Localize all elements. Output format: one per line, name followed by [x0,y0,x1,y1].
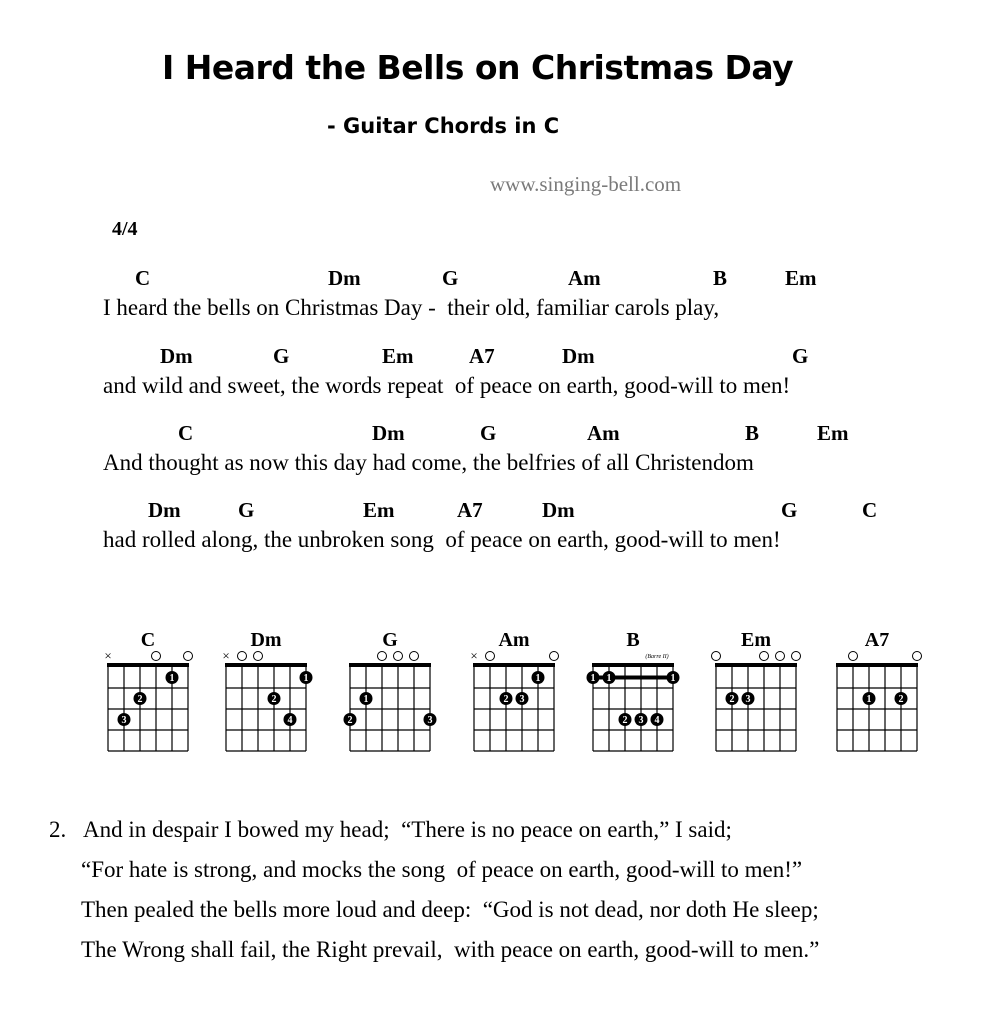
chord-diagram-name: Am [498,629,530,651]
page-subtitle: - Guitar Chords in C [327,114,560,138]
finger-number: 2 [271,694,277,705]
finger-number: 1 [303,673,309,684]
muted-string-mark: × [222,648,230,663]
chord-label: C [862,498,878,522]
open-string-mark [152,652,161,661]
chord-diagram-dm [222,629,312,751]
finger-number: 4 [654,715,660,726]
chord-label: Dm [148,498,181,522]
finger-number: 1 [363,694,369,705]
chord-label: Am [587,421,620,445]
chord-diagram-name: Em [741,629,771,651]
chord-diagram-g [344,629,437,751]
chord-label: Dm [542,498,575,522]
chord-diagrams [0,615,1000,775]
chord-diagram-name: B [626,629,640,651]
page-title: I Heard the Bells on Christmas Day [162,48,794,87]
finger-number: 1 [535,673,541,684]
verse-number: 2. [49,817,67,842]
nut [107,663,189,667]
chord-diagram-b [587,629,680,751]
chord-label: C [178,421,194,445]
nut [715,663,797,667]
chord-label: G [781,498,798,522]
open-string-mark [378,652,387,661]
verse-line: The Wrong shall fail, the Right prevail, with peace on earth, good-will to men.” [81,937,820,962]
chord-diagram-am [470,629,558,751]
open-string-mark [712,652,721,661]
chord-diagram-em [712,629,801,751]
verse-line: And in despair I bowed my head; “There is no peace on earth,” I said; [83,817,732,842]
chord-diagram-a7 [836,629,922,751]
chord-diagram-c [104,629,192,751]
verse-line: “For hate is strong, and mocks the song of peace on earth, good-will to men!” [81,857,803,882]
lyric-line: had rolled along, the unbroken song of peace on earth, good-will to men! [103,527,781,552]
chord-label: Dm [562,344,595,368]
lyric-line: I heard the bells on Christmas Day - their old, familiar carols play, [103,295,720,320]
open-string-mark [913,652,922,661]
finger-number: 3 [519,694,525,705]
open-string-mark [184,652,193,661]
chord-label: Dm [372,421,405,445]
chord-label: A7 [469,344,495,368]
chord-diagram-name: C [140,629,156,651]
finger-number: 3 [121,715,127,726]
chord-label: Dm [328,266,361,290]
chord-diagram-name: A7 [864,629,890,651]
time-signature: 4/4 [112,218,138,240]
chord-label: Em [382,344,414,368]
chord-label: Em [785,266,817,290]
chord-diagram-name: Dm [250,629,282,651]
website-url: www.singing-bell.com [490,172,682,196]
finger-number: 2 [503,694,509,705]
open-string-mark [238,652,247,661]
finger-number: 2 [622,715,628,726]
muted-string-mark: × [104,648,112,663]
open-string-mark [410,652,419,661]
finger-number: 3 [745,694,751,705]
finger-number: 3 [427,715,433,726]
chord-label: Em [363,498,395,522]
chord-label: B [745,421,760,445]
open-string-mark [792,652,801,661]
chord-label: Am [568,266,601,290]
nut [836,663,918,667]
nut [592,663,674,667]
chord-label: G [792,344,809,368]
open-string-mark [486,652,495,661]
finger-number: 1 [606,673,612,684]
open-string-mark [254,652,263,661]
chord-label: Dm [160,344,193,368]
verse-line: Then pealed the bells more loud and deep: “God is not dead, nor doth He sleep; [81,897,819,922]
finger-number: 2 [347,715,353,726]
chord-label: A7 [457,498,483,522]
open-string-mark [550,652,559,661]
finger-number: 4 [287,715,293,726]
chord-label: G [480,421,497,445]
chord-label: G [442,266,459,290]
nut [349,663,431,667]
chord-label: B [713,266,728,290]
open-string-mark [849,652,858,661]
finger-number: 1 [670,673,676,684]
open-string-mark [776,652,785,661]
finger-number: 2 [729,694,735,705]
chord-diagram-note: (Barre II) [645,654,669,660]
finger-number: 1 [590,673,596,684]
finger-number: 3 [638,715,644,726]
muted-string-mark: × [470,648,478,663]
lyric-line: And thought as now this day had come, the belfries of all Christendom [103,450,754,475]
open-string-mark [394,652,403,661]
finger-number: 1 [169,673,175,684]
nut [473,663,555,667]
chord-label: G [273,344,290,368]
chord-label: G [238,498,255,522]
lyric-line: and wild and sweet, the words repeat of peace on earth, good-will to men! [103,373,791,398]
nut [225,663,307,667]
finger-number: 2 [137,694,143,705]
finger-number: 2 [898,694,904,705]
chord-label: Em [817,421,849,445]
chord-diagram-name: G [382,629,398,651]
open-string-mark [760,652,769,661]
finger-number: 1 [866,694,872,705]
chord-label: C [135,266,151,290]
